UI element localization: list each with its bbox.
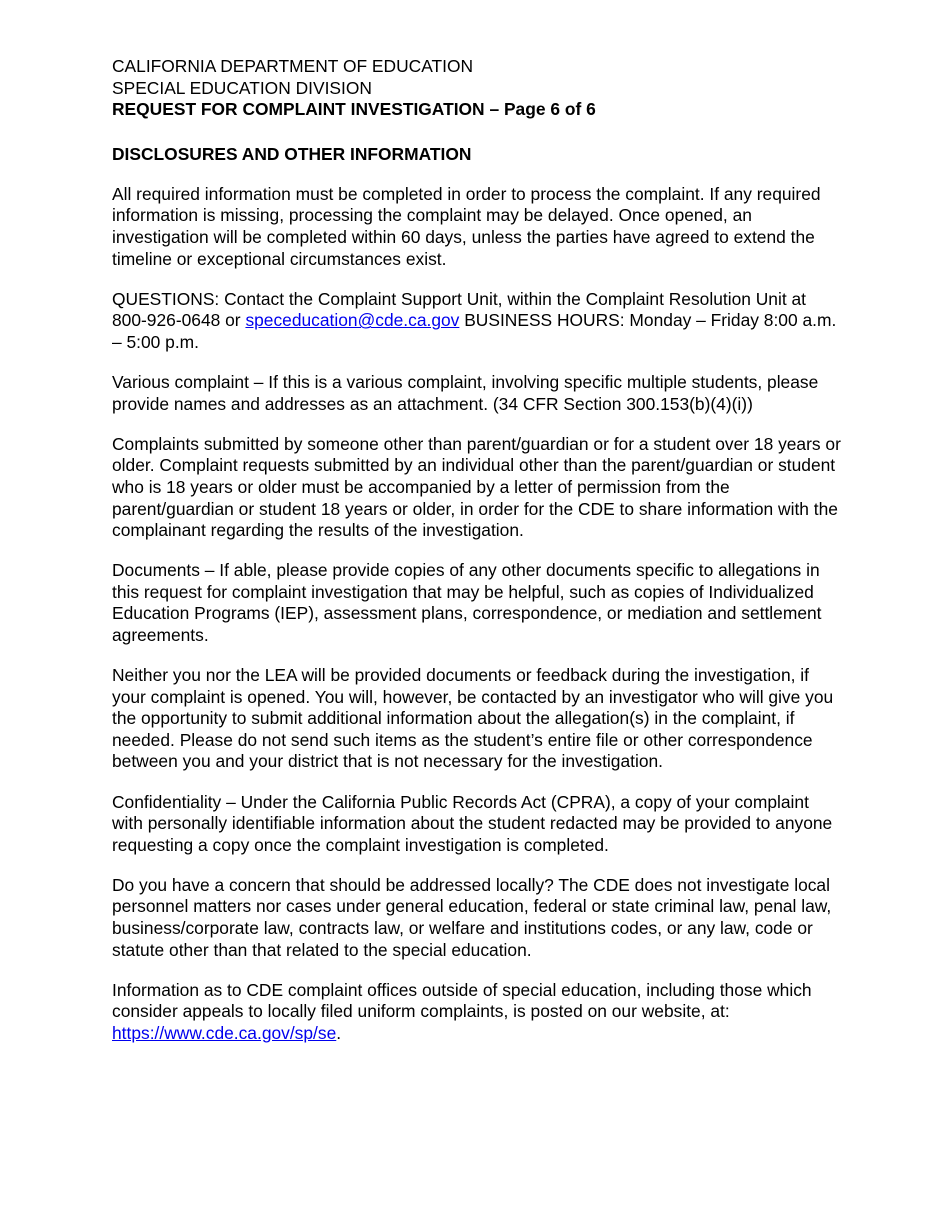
business-hours-text: BUSINESS HOURS: Monday – Friday 8:00 a.m. – 5:00 p.m. <box>112 310 837 352</box>
paragraph-questions <box>112 289 842 354</box>
paragraph-no-feedback: Neither you nor the LEA will be provided documents or feedback during the investigation, if your complaint is opened. You will, however, be contacted by an investigator who will give you the opportunity to submit additional information about the allegation(s) in the complaint, if needed. Please do not send such items as the student’s entire file or other correspondence between you and your district that is not necessary for the investigation. <box>112 665 834 772</box>
trailing-period: . <box>336 1022 342 1043</box>
email-link[interactable]: speceducation@cde.ca.gov <box>245 310 460 331</box>
paragraph-documents: Documents – If able, please provide copies of any other documents specific to allegations in this request for complaint investigation that may be helpful, such as copies of Individualized Education Programs (IEP), assessment plans, correspondence, or mediation and settlement agreements. <box>112 560 822 645</box>
other-offices-text: Information as to CDE complaint offices outside of special education, including those which consider appeals to locally filed uniform complaints, is posted on our website, at: <box>112 979 812 1022</box>
header-department: CALIFORNIA DEPARTMENT OF EDUCATION <box>112 56 474 76</box>
paragraph-required-info: All required information must be completed in order to process the complaint. If any required information is missing, processing the complaint may be delayed. Once opened, an investigation will be completed within 60 days, unless the parties have agreed to extend the timeline or exceptional circumstances exist. <box>112 183 821 269</box>
questions-text: QUESTIONS: Contact the Complaint Support Unit, within the Complaint Resolution Unit at 800-926-0648 or <box>112 288 807 331</box>
section-heading: DISCLOSURES AND OTHER INFORMATION <box>112 143 472 164</box>
paragraph-confidentiality: Confidentiality – Under the California Public Records Act (CPRA), a copy of your complaint with personally identifiable information about the student redacted may be provided to anyone requesting a copy once the complaint investigation is completed. <box>112 791 833 855</box>
document-page <box>112 56 842 1044</box>
paragraph-various-complaint: Various complaint – If this is a various complaint, involving specific multiple students, please provide names and addresses as an attachment. (34 CFR Section 300.153(b)(4)(i)) <box>112 372 819 414</box>
website-link[interactable]: https://www.cde.ca.gov/sp/se <box>112 1022 337 1043</box>
header-form-title: REQUEST FOR COMPLAINT INVESTIGATION – Page 6 of 6 <box>112 99 596 120</box>
paragraph-other-offices <box>112 980 842 1045</box>
paragraph-local-concern: Do you have a concern that should be addressed locally? The CDE does not investigate local personnel matters nor cases under general education, federal or state criminal law, penal law, business/corporate law, contracts law, or welfare and institutions codes, or any law, code or statute other than that related to the special education. <box>112 874 832 960</box>
paragraph-complaints-other: Complaints submitted by someone other than parent/guardian or for a student over 18 years or older. Complaint requests submitted by an individual other than the parent/guardian or student who is 18 years or older must be accompanied by a letter of permission from the parent/guardian or student 18 years or older, in order for the CDE to share information with the complainant regarding the results of the investigation. <box>112 433 841 541</box>
header-division: SPECIAL EDUCATION DIVISION <box>112 77 372 98</box>
